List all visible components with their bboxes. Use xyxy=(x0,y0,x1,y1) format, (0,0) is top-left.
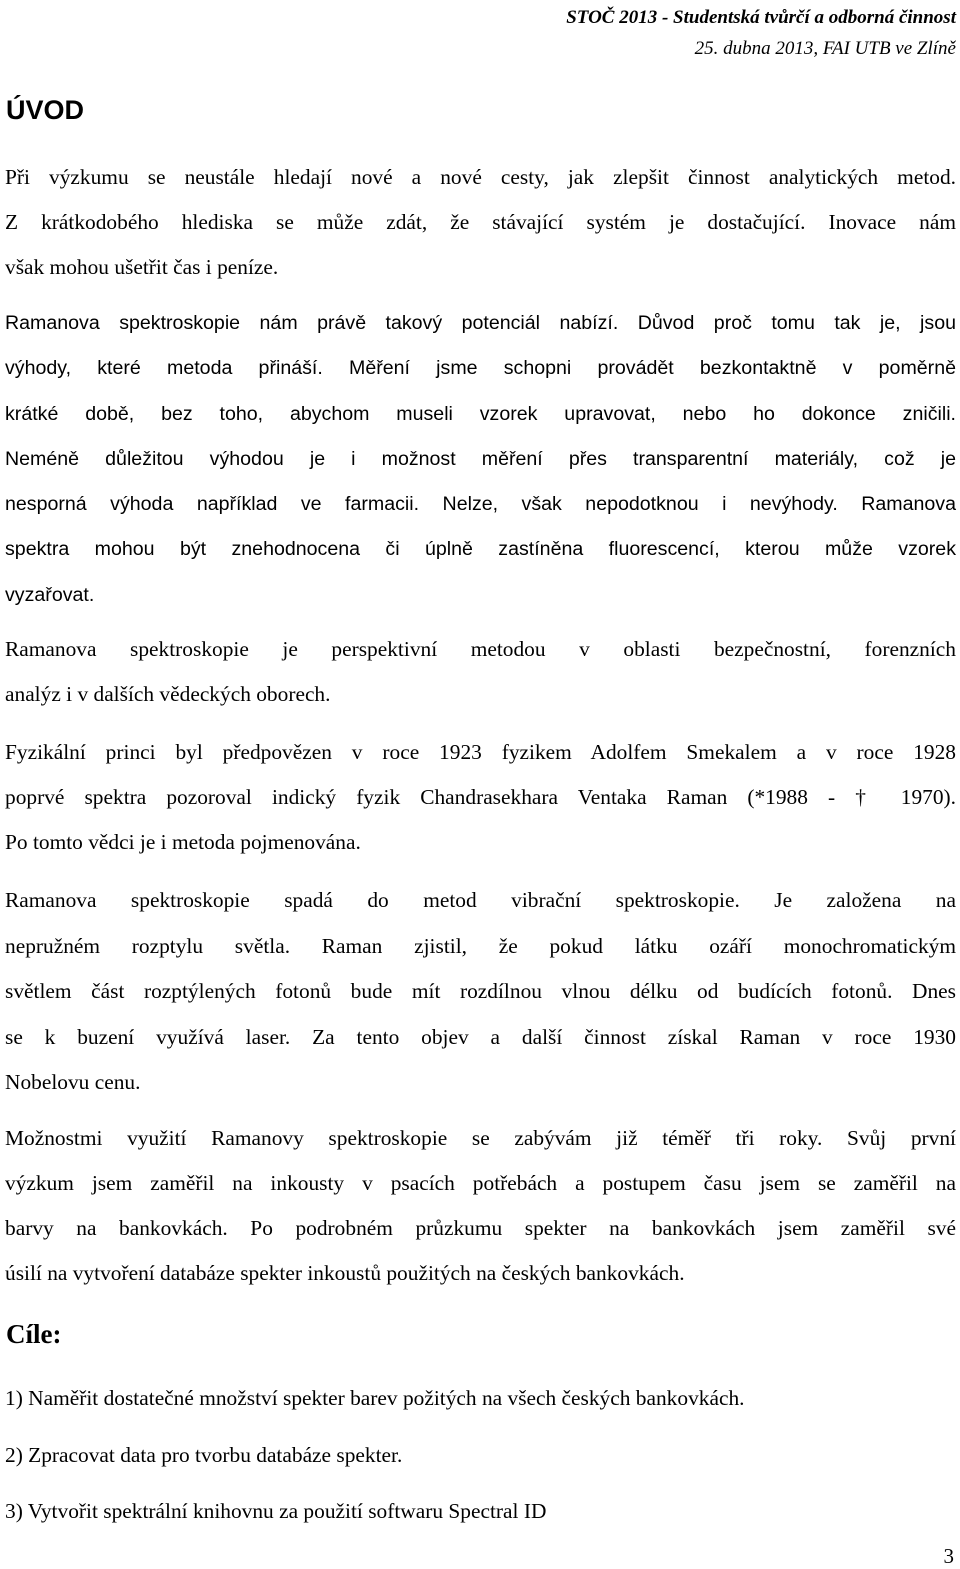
text-line: Neméně důležitou výhodou je i možnost měření přes transparentní materiály, což je xyxy=(5,447,956,470)
text-line: spektra mohou být znehodnocena či úplně zastíněna fluorescencí, kterou může vzorek xyxy=(5,538,956,561)
page-number: 3 xyxy=(943,1544,954,1568)
paragraph-1 xyxy=(5,155,956,290)
text-line: Nobelovu cenu. xyxy=(5,1070,141,1094)
text-line: vyzařovat. xyxy=(5,583,95,606)
text-line: poprvé spektra pozoroval indický fyzik Chandrasekhara Ventaka Raman (*1988 - † 1970). xyxy=(5,785,956,809)
goal-item-1: 1) Naměřit dostatečné množství spekter barev požitých na všech českých bankovkách. xyxy=(5,1386,745,1410)
text-line: Ramanova spektroskopie nám právě takový potenciál nabízí. Důvod proč tomu tak je, jsou xyxy=(5,312,956,334)
text-line: Možnostmi využití Ramanovy spektroskopie se zabývám již téměř tři roky. Svůj první xyxy=(5,1126,956,1150)
text-line: Fyzikální princi byl předpovězen v roce 1923 fyzikem Adolfem Smekalem a v roce 1928 xyxy=(5,740,956,764)
text-line: světlem část rozptýlených fotonů bude mít rozdílnou vlnou délku od budících fotonů. Dnes xyxy=(5,979,956,1003)
text-line: Ramanova spektroskopie je perspektivní metodou v oblasti bezpečnostní, forenzních xyxy=(5,637,956,661)
text-line: však mohou ušetřit čas i peníze. xyxy=(5,255,279,279)
text-line: analýz i v dalších vědeckých oborech. xyxy=(5,682,331,706)
goal-item-3: 3) Vytvořit spektrální knihovnu za použití softwaru Spectral ID xyxy=(5,1499,547,1523)
text-line: barvy na bankovkách. Po podrobném průzkumu spekter na bankovkách jsem zaměřil své xyxy=(5,1216,956,1240)
paragraph-4 xyxy=(5,730,956,865)
paragraph-6 xyxy=(5,1116,956,1296)
text-line: nepružném rozptylu světla. Raman zjistil, že pokud látku ozáří monochromatickým xyxy=(5,933,956,958)
text-line: Při výzkumu se neustále hledají nové a nové cesty, jak zlepšit činnost analytických metod. xyxy=(5,165,956,189)
paragraph-3 xyxy=(5,627,956,717)
header-date-venue: 25. dubna 2013, FAI UTB ve Zlíně xyxy=(694,38,956,59)
paragraph-5 xyxy=(5,878,956,1106)
section-heading-goals: Cíle: xyxy=(6,1319,62,1349)
goal-item-2: 2) Zpracovat data pro tvorbu databáze spekter. xyxy=(5,1443,403,1467)
text-line: výzkum jsem zaměřil na inkousty v psacích potřebách a postupem času jsem se zaměřil na xyxy=(5,1171,956,1195)
text-line: Z krátkodobého hlediska se může zdát, že stávající systém je dostačující. Inovace nám xyxy=(5,210,956,234)
section-heading-intro: ÚVOD xyxy=(6,95,85,125)
text-line: krátké době, bez toho, abychom museli vzorek upravovat, nebo ho dokonce zničili. xyxy=(5,402,956,425)
text-line: Ramanova spektroskopie spadá do metod vibrační spektroskopie. Je založena na xyxy=(5,888,956,912)
text-line: výhody, které metoda přináší. Měření jsme schopni provádět bezkontaktně v poměrně xyxy=(5,357,956,380)
text-line: se k buzení využívá laser. Za tento objev a další činnost získal Raman v roce 1930 xyxy=(5,1024,956,1049)
text-line: úsilí na vytvoření databáze spekter inkoustů použitých na českých bankovkách. xyxy=(5,1261,685,1285)
text-line: Po tomto vědci je i metoda pojmenována. xyxy=(5,830,361,854)
header-conference: STOČ 2013 - Studentská tvůrčí a odborná činnost xyxy=(566,7,956,28)
paragraph-2 xyxy=(5,301,956,618)
page-header xyxy=(566,2,956,64)
text-line: nesporná výhoda například ve farmacii. Nelze, však nepodotknou i nevýhody. Ramanova xyxy=(5,493,956,516)
